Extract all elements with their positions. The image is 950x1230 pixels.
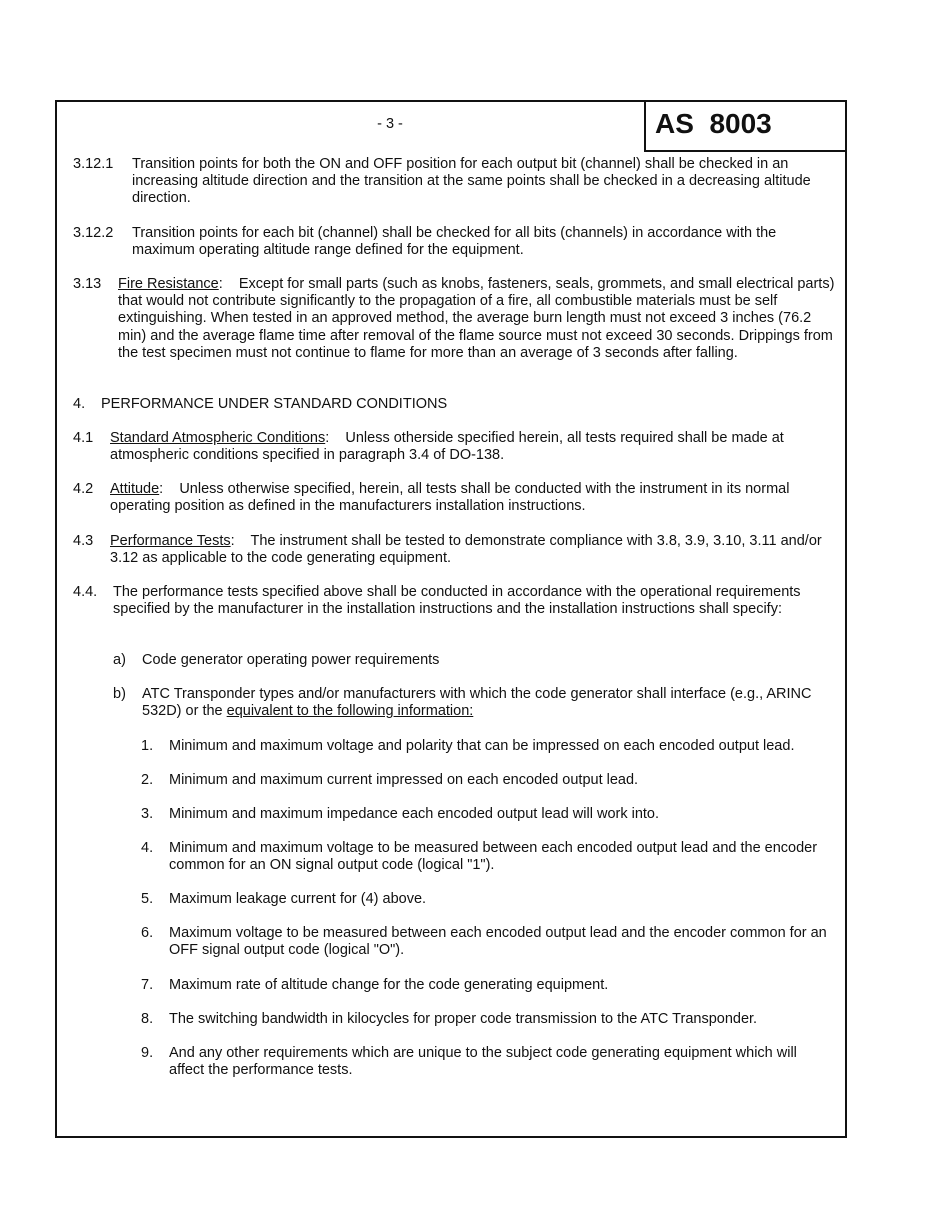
numbered-item-text: The switching bandwidth in kilocycles for proper code transmission to the ATC Transponder.	[169, 1011, 758, 1027]
numbered-item-text: Maximum voltage to be measured between each encoded output lead and the encoder common for an OFF signal output code (logical "O").	[169, 925, 827, 959]
section-4-3-paragraph: Performance Tests: The instrument shall be tested to demonstrate compliance with 3.8, 3.9, 3.10, 3.11 and/or 3.12 as applicable to the code generating equipment.	[110, 533, 822, 567]
list-number: 4.	[141, 840, 154, 856]
section-title: Performance Tests	[110, 533, 231, 549]
section-number: 3.12.2	[73, 225, 114, 241]
section-3-12-2-text: Transition points for each bit (channel) shall be checked for all bits (channels) in accordance with the maximum operating altitude range defined for the equipment.	[132, 225, 777, 259]
section-4-3-text: The instrument shall be tested to demonstrate compliance with 3.8, 3.9, 3.10, 3.11 and/or 3.12 as applicable to the code generating equipment.	[110, 533, 822, 567]
section-title: Attitude	[110, 481, 160, 497]
section-3-12-1-text: Transition points for both the ON and OFF position for each output bit (channel) shall be checked in an increasing altitude direction and the transition at the same points shall be checked in a decreasing altitude direction.	[132, 156, 811, 207]
numbered-item-text: Minimum and maximum voltage and polarity that can be impressed on each encoded output lead.	[169, 738, 795, 754]
section-number: 4.3	[73, 533, 94, 549]
numbered-item-text: Minimum and maximum impedance each encoded output lead will work into.	[169, 806, 660, 822]
numbered-item-text: Minimum and maximum voltage to be measured between each encoded output lead and the encoder common for an ON signal output code (logical "1").	[169, 840, 818, 874]
list-label: b)	[113, 686, 126, 702]
list-number: 6.	[141, 925, 154, 941]
list-label: a)	[113, 652, 126, 668]
section-4-2-text: Unless otherwise specified, herein, all tests shall be conducted with the instrument in its normal operating position as defined in the manufacturers installation instructions.	[110, 481, 790, 515]
section-3-13-paragraph: Fire Resistance: Except for small parts (such as knobs, fasteners, seals, grommets, and small electrical parts) that would not contribute significantly to the propagation of a fire, all combustible materials must be self extinguishing. When tested in an approved method, the average burn length must not exceed 3 inches (76.2 min) and the average flame time after removal of the flame source must not exceed 30 seconds. Drippings from the test specimen must not continue to flame for more than an average of 3 seconds after falling.	[118, 276, 835, 361]
section-4-2-paragraph: Attitude: Unless otherwise specified, herein, all tests shall be conducted with the instrument in its normal operating position as defined in the manufacturers installation instructions.	[110, 481, 790, 515]
section-3-13-text: Except for small parts (such as knobs, fasteners, seals, grommets, and small electrical parts) that would not contribute significantly to the propagation of a fire, all combustible materials must be self extinguishing. When tested in an approved method, the average burn length must not exceed 3 inches (76.2 min) and the average flame time after removal of the flame source must not exceed 30 seconds. Drippings from the test specimen must not continue to flame for more than an average of 3 seconds after falling.	[118, 276, 835, 361]
section-4-1-paragraph: Standard Atmospheric Conditions: Unless otherside specified herein, all tests required shall be made at atmospheric conditions specified in paragraph 3.4 of DO-138.	[110, 430, 784, 464]
page-number: - 3 -	[377, 116, 403, 132]
item-b-underlined-text: equivalent to the following information:	[226, 703, 474, 720]
section-4-4-text: The performance tests specified above shall be conducted in accordance with the operational requirements specified by the manufacturer in the installation instructions and the installation instructions shall specify:	[113, 584, 801, 618]
numbered-item-text: Maximum rate of altitude change for the code generating equipment.	[169, 977, 609, 993]
list-number: 7.	[141, 977, 154, 993]
list-number: 8.	[141, 1011, 154, 1027]
section-number: 4.	[73, 396, 86, 412]
numbered-item-text: Minimum and maximum current impressed on each encoded output lead.	[169, 772, 639, 788]
section-number: 3.13	[73, 276, 102, 292]
document-id: AS 8003	[644, 100, 847, 152]
section-number: 4.2	[73, 481, 94, 497]
numbered-item-text: Maximum leakage current for (4) above.	[169, 891, 427, 907]
list-number: 1.	[141, 738, 154, 754]
section-number: 4.4.	[73, 584, 98, 600]
section-title: Standard Atmospheric Conditions	[110, 430, 326, 446]
section-title: Fire Resistance	[118, 276, 219, 292]
item-a-text: Code generator operating power requirements	[142, 652, 440, 668]
numbered-item-text: And any other requirements which are unique to the subject code generating equipment which will affect the performance tests.	[169, 1045, 797, 1079]
list-number: 9.	[141, 1045, 154, 1061]
section-number: 3.12.1	[73, 156, 114, 172]
list-number: 2.	[141, 772, 154, 788]
section-number: 4.1	[73, 430, 94, 446]
list-number: 5.	[141, 891, 154, 907]
item-b-paragraph	[142, 686, 822, 720]
item-b-text: ATC Transponder types and/or manufacturers with which the code generator shall interface (e.g., ARINC 532D) or the	[142, 686, 812, 720]
list-number: 3.	[141, 806, 154, 822]
section-4-heading: PERFORMANCE UNDER STANDARD CONDITIONS	[101, 396, 448, 412]
section-4-1-text: Unless otherside specified herein, all tests required shall be made at atmospheric conditions specified in paragraph 3.4 of DO-138.	[110, 430, 784, 464]
